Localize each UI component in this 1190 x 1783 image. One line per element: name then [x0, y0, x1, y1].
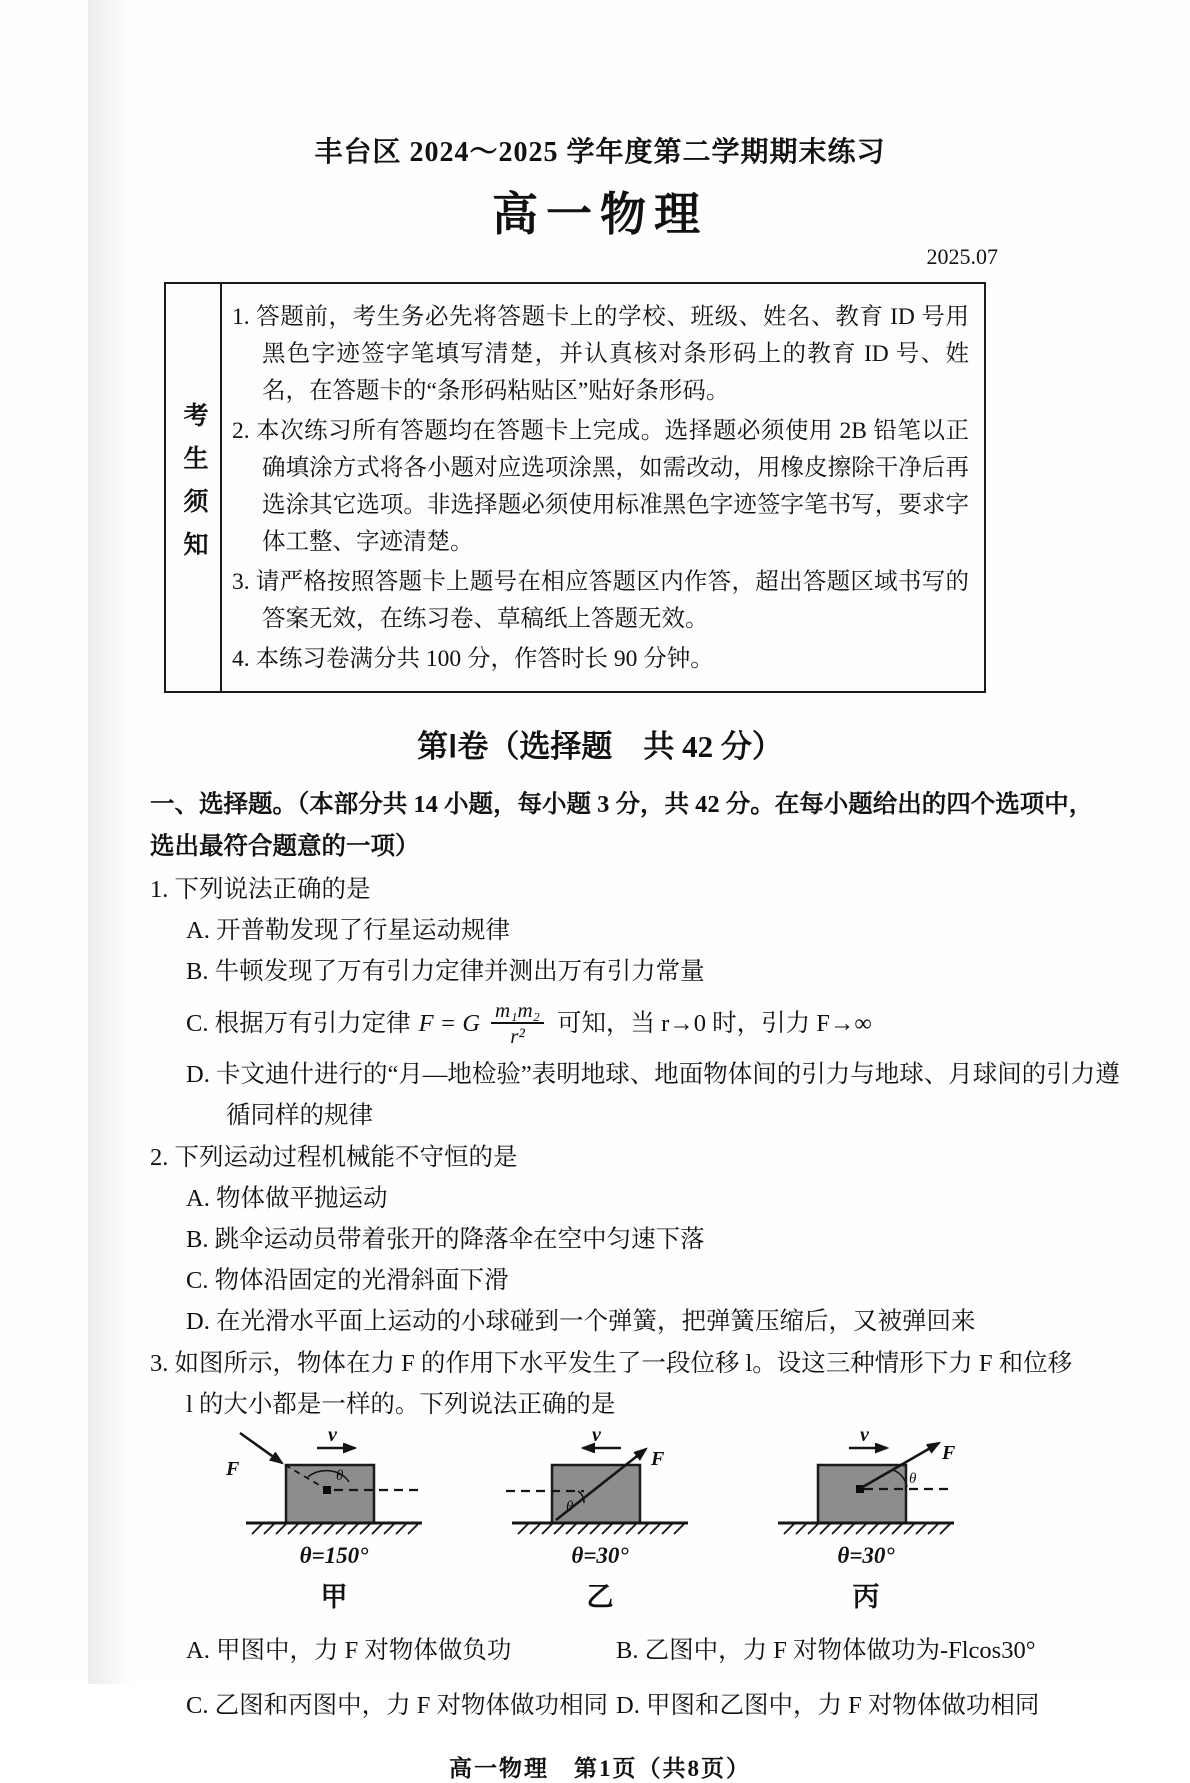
- q1-option-d-line1: D. 卡文迪什进行的“月—地检验”表明地球、地面物体间的引力与地球、月球间的引力遵: [186, 1061, 1120, 1088]
- exam-subject-title: 高一物理: [492, 189, 708, 240]
- q2-stem: 2. 下列运动过程机械能不守恒的是: [150, 1144, 518, 1171]
- q1-option-c-suffix: 可知，当 r→0 时，引力 F→∞: [556, 1009, 872, 1037]
- fraction-denominator: r²: [510, 1024, 525, 1048]
- q3-stem-line1: 3. 如图所示，物体在力 F 的作用下水平发生了一段位移 l。设这三种情形下力 F 和位移: [150, 1350, 1073, 1377]
- velocity-label: v: [328, 1424, 337, 1446]
- gravity-formula-fraction: [491, 999, 544, 1047]
- exam-date: 2025.07: [926, 244, 998, 269]
- gravity-formula-lhs: F = G: [418, 1009, 481, 1037]
- block-diagram-yi: [490, 1424, 710, 1539]
- q1-option-c: [150, 992, 1050, 1054]
- force-arrow: [240, 1433, 282, 1463]
- q1-option-d-line2: 循同样的规律: [226, 1102, 373, 1129]
- section1-intro: [150, 784, 1094, 868]
- page-content: [150, 0, 1120, 1783]
- force-label: F: [226, 1458, 240, 1480]
- block-diagram-bing: [756, 1424, 976, 1539]
- notice-sidebar: [166, 284, 222, 691]
- q1-option-b: B. 牛顿发现了万有引力定律并测出万有引力常量: [186, 958, 705, 985]
- velocity-label: v: [592, 1424, 601, 1446]
- q1-option-c-prefix: C. 根据万有引力定律: [186, 1009, 411, 1037]
- ground-hatching: [518, 1523, 685, 1534]
- theta-label: θ: [566, 1499, 574, 1515]
- theta-label: θ: [909, 1471, 917, 1487]
- q3-figure-bing-name: 丙: [852, 1582, 880, 1612]
- q3-option-d: D. 甲图和乙图中，力 F 对物体做功相同: [616, 1692, 1040, 1719]
- q2-option-d: D. 在光滑水平面上运动的小球碰到一个弹簧，把弹簧压缩后，又被弹回来: [186, 1308, 976, 1335]
- q2-option-c: C. 物体沿固定的光滑斜面下滑: [186, 1267, 509, 1294]
- exam-header-title: 丰台区 2024～2025 学年度第二学期期末练习: [314, 137, 886, 168]
- q3-stem-line2: l 的大小都是一样的。下列说法正确的是: [186, 1391, 616, 1418]
- theta-label: θ: [336, 1468, 344, 1484]
- section1-intro-line1: 一、选择题。（本部分共 14 小题，每小题 3 分，共 42 分。在每小题给出的四个选项中，: [150, 791, 1094, 818]
- q1-option-a: A. 开普勒发现了行星运动规律: [186, 917, 510, 944]
- candidate-notice-box: [164, 282, 986, 693]
- notice-sidebar-label: 考生须知: [180, 401, 207, 574]
- ground-hatching: [784, 1523, 951, 1534]
- notice-item-4: 4. 本练习卷满分共 100 分，作答时长 90 分钟。: [232, 646, 714, 672]
- block-diagram-jia: [224, 1424, 444, 1539]
- block-bing: [818, 1465, 906, 1523]
- q1-stem: 1. 下列说法正确的是: [150, 876, 371, 903]
- notice-body: [222, 284, 984, 691]
- q3-figure-yi-angle: θ=30°: [571, 1543, 629, 1568]
- q3-option-c: C. 乙图和丙图中，力 F 对物体做功相同: [186, 1692, 608, 1719]
- q3-figure-bing: [756, 1424, 976, 1618]
- q3-options-grid: [186, 1630, 1050, 1726]
- q3-figure-yi-name: 乙: [586, 1582, 614, 1612]
- question-3: [150, 1343, 1073, 1726]
- q2-option-b: B. 跳伞运动员带着张开的降落伞在空中匀速下落: [186, 1226, 705, 1253]
- q3-figure-jia: [224, 1424, 444, 1618]
- q3-option-b: B. 乙图中，力 F 对物体做功为-Flcos30°: [616, 1637, 1036, 1664]
- q3-figure-row: [150, 1424, 1050, 1618]
- fraction-numerator: m₁m₂: [491, 999, 544, 1024]
- section1-title: 第Ⅰ卷（选择题 共 42 分）: [417, 729, 783, 764]
- q2-option-a: A. 物体做平抛运动: [186, 1185, 388, 1212]
- notice-item-2: 2. 本次练习所有答题均在答题卡上完成。选择题必须使用 2B 铅笔以正确填涂方式将各小题对应选项涂黑，如需改动，用橡皮擦除干净后再选涂其它选项。非选择题必须使用标准黑色字迹签字笔书写，要求字体工整、字迹清楚。: [232, 418, 969, 555]
- q3-figure-yi: [490, 1424, 710, 1618]
- q3-figure-bing-angle: θ=30°: [837, 1543, 895, 1568]
- q3-figure-jia-name: 甲: [320, 1582, 348, 1612]
- q3-figure-jia-angle: θ=150°: [299, 1543, 369, 1568]
- force-label: F: [942, 1442, 956, 1464]
- force-label: F: [651, 1448, 665, 1470]
- q3-option-a: A. 甲图中，力 F 对物体做负功: [186, 1637, 512, 1664]
- question-1: [150, 869, 1120, 1136]
- scan-edge-shadow: [88, 0, 132, 1684]
- center-dot: [323, 1486, 331, 1494]
- question-2: [150, 1137, 1050, 1342]
- section1-intro-line2: 选出最符合题意的一项）: [150, 833, 420, 860]
- velocity-label: v: [860, 1424, 869, 1446]
- notice-item-3: 3. 请严格按照答题卡上题号在相应答题区内作答，超出答题区域书写的答案无效，在练习卷、草稿纸上答题无效。: [232, 569, 969, 632]
- ground-hatching: [252, 1523, 419, 1534]
- page-footer: 高一物理 第1页（共8页）: [449, 1756, 751, 1781]
- notice-item-1: 1. 答题前，考生务必先将答题卡上的学校、班级、姓名、教育 ID 号用黑色字迹签字笔填写清楚，并认真核对条形码上的教育 ID 号、姓名，在答题卡的“条形码粘贴区”贴好条形码。: [232, 304, 969, 404]
